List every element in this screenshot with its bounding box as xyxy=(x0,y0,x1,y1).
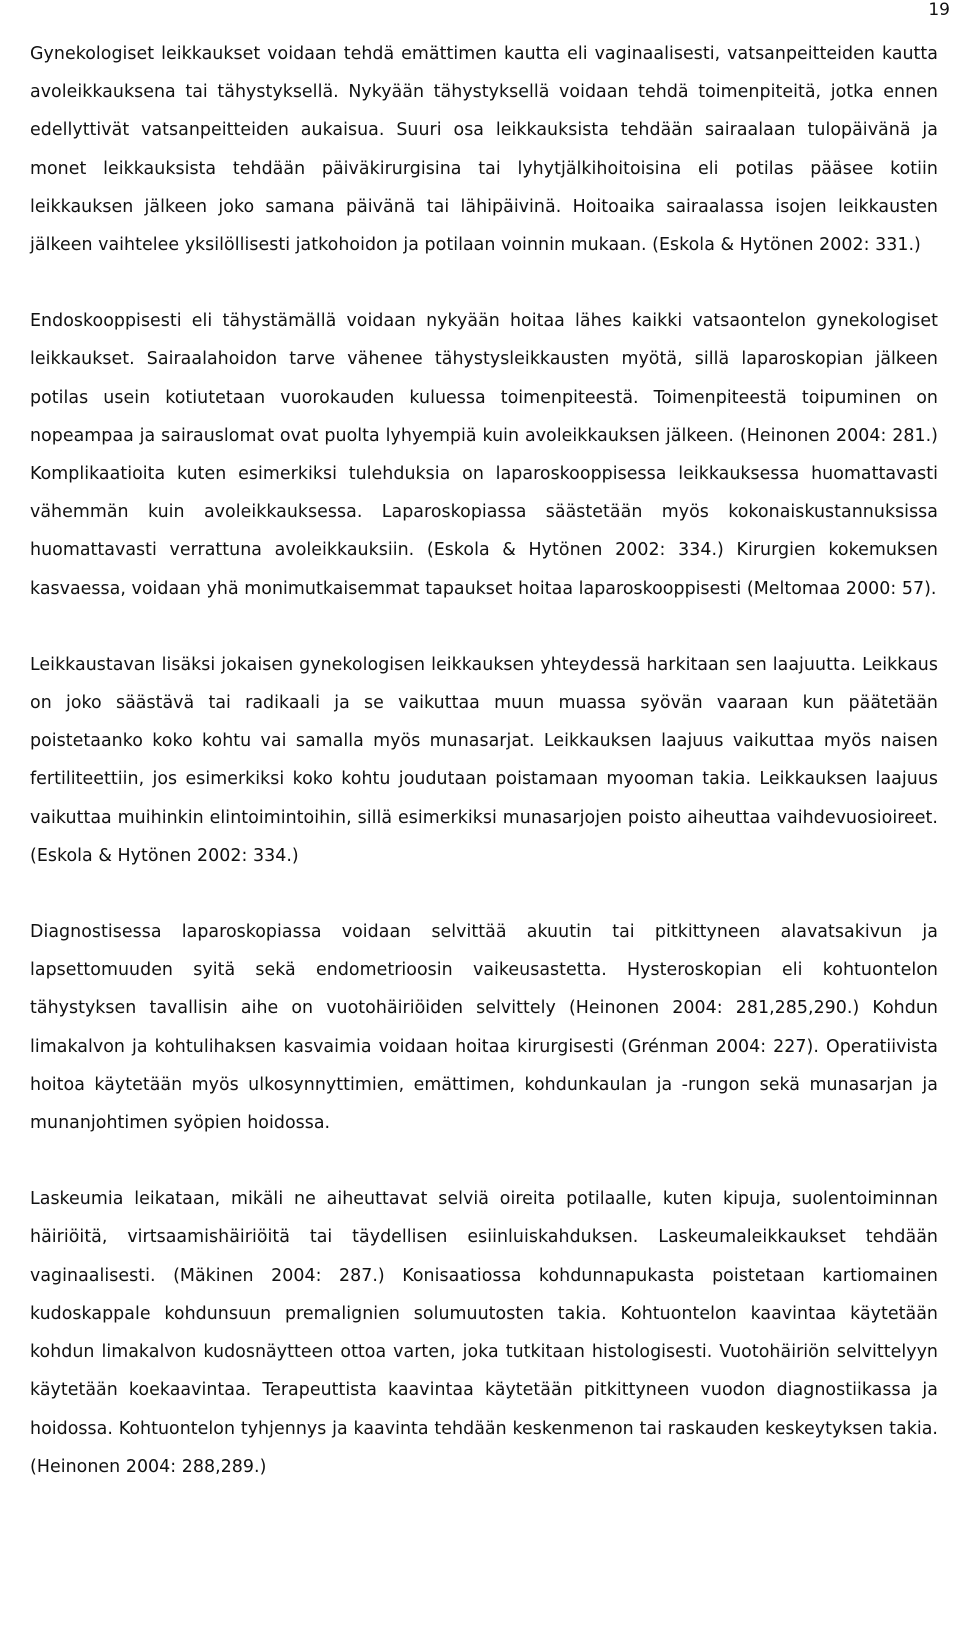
page-number: 19 xyxy=(928,0,950,20)
paragraph-diagnostic-laparoscopy: Diagnostisessa laparoskopiassa voidaan selvittää akuutin tai pitkittyneen alavatsakivun ja lapsettomuuden syitä sekä endometrioosin vaikeusastetta. Hysteroskopian eli kohtuontelon tähystyksen tavallisin aihe on vuotohäiriöiden selvittely (Heinonen 2004: 281,285,290.) Kohdun limakalvon ja kohtulihaksen kasvaimia voidaan hoitaa kirurgisesti (Grénman 2004: 227). Operatiivista hoitoa käytetään myös ulkosynnyttimien, emättimen, kohdunkaulan ja -rungon sekä munasarjan ja munanjohtimen syöpien hoidossa. xyxy=(30,922,938,1134)
paragraph-prolapse-and-curettage: Laskeumia leikataan, mikäli ne aiheuttavat selviä oireita potilaalle, kuten kipuja, suolentoiminnan häiriöitä, virtsaamishäiriöitä tai täydellisen esiinluiskahduksen. Laskeumaleikkaukset tehdään vaginaalisesti. (Mäkinen 2004: 287.) Konisaatiossa kohdunnapukasta poistetaan kartiomainen kudoskappale kohdunsuun premalignien solumuutosten takia. Kohtuontelon kaavintaa käytetään kohdun limakalvon kudosnäytteen ottoa varten, joka tutkitaan histologisesti. Vuotohäiriön selvittelyyn käytetään koekaavintaa. Terapeuttista kaavintaa käytetään pitkittyneen vuodon diagnostiikassa ja hoidossa. Kohtuontelon tyhjennys ja kaavinta tehdään keskenmenon tai raskauden keskeytyksen takia. (Heinonen 2004: 288,289.) xyxy=(30,1189,938,1477)
paragraph-surgery-extent: Leikkaustavan lisäksi jokaisen gynekologisen leikkauksen yhteydessä harkitaan sen laajuutta. Leikkaus on joko säästävä tai radikaali ja se vaikuttaa muun muassa syövän vaaraan kun päätetään poistetaanko koko kohtu vai samalla myös munasarjat. Leikkauksen laajuus vaikuttaa myös naisen fertiliteettiin, jos esimerkiksi koko kohtu joudutaan poistamaan myooman takia. Leikkauksen laajuus vaikuttaa muihinkin elintoimintoihin, sillä esimerkiksi munasarjojen poisto aiheuttaa vaihdevuosioireet. (Eskola & Hytönen 2002: 334.) xyxy=(30,654,938,866)
paragraph-gynecologic-surgery-routes: Gynekologiset leikkaukset voidaan tehdä emättimen kautta eli vaginaalisesti, vatsanpeitteiden kautta avoleikkauksena tai tähystyksellä. Nykyään tähystyksellä voidaan tehdä toimenpiteitä, jotka ennen edellyttivät vatsanpeitteiden aukaisua. Suuri osa leikkauksista tehdään sairaalaan tulopäivänä ja monet leikkauksista tehdään päiväkirurgisina tai lyhytjälkihoitoisina eli potilas pääsee kotiin leikkauksen jälkeen joko samana päivänä tai lähipäivinä. Hoitoaika sairaalassa isojen leikkausten jälkeen vaihtelee yksilöllisesti jatkohoidon ja potilaan voinnin mukaan. (Eskola & Hytönen 2002: 331.) xyxy=(30,44,938,256)
document-body xyxy=(30,35,938,1486)
paragraph-endoscopic-surgery: Endoskooppisesti eli tähystämällä voidaan nykyään hoitaa lähes kaikki vatsaontelon gynekologiset leikkaukset. Sairaalahoidon tarve vähenee tähystysleikkausten myötä, sillä laparoskopian jälkeen potilas usein kotiutetaan vuorokauden kuluessa toimenpiteestä. Toimenpiteestä toipuminen on nopeampaa ja sairauslomat ovat puolta lyhyempiä kuin avoleikkauksen jälkeen. (Heinonen 2004: 281.) Komplikaatioita kuten esimerkiksi tulehduksia on laparoskooppisessa leikkauksessa huomattavasti vähemmän kuin avoleikkauksessa. Laparoskopiassa säästetään myös kokonaiskustannuksissa huomattavasti verrattuna avoleikkauksiin. (Eskola & Hytönen 2002: 334.) Kirurgien kokemuksen kasvaessa, voidaan yhä monimutkaisemmat tapaukset hoitaa laparoskooppisesti (Meltomaa 2000: 57). xyxy=(30,311,938,599)
